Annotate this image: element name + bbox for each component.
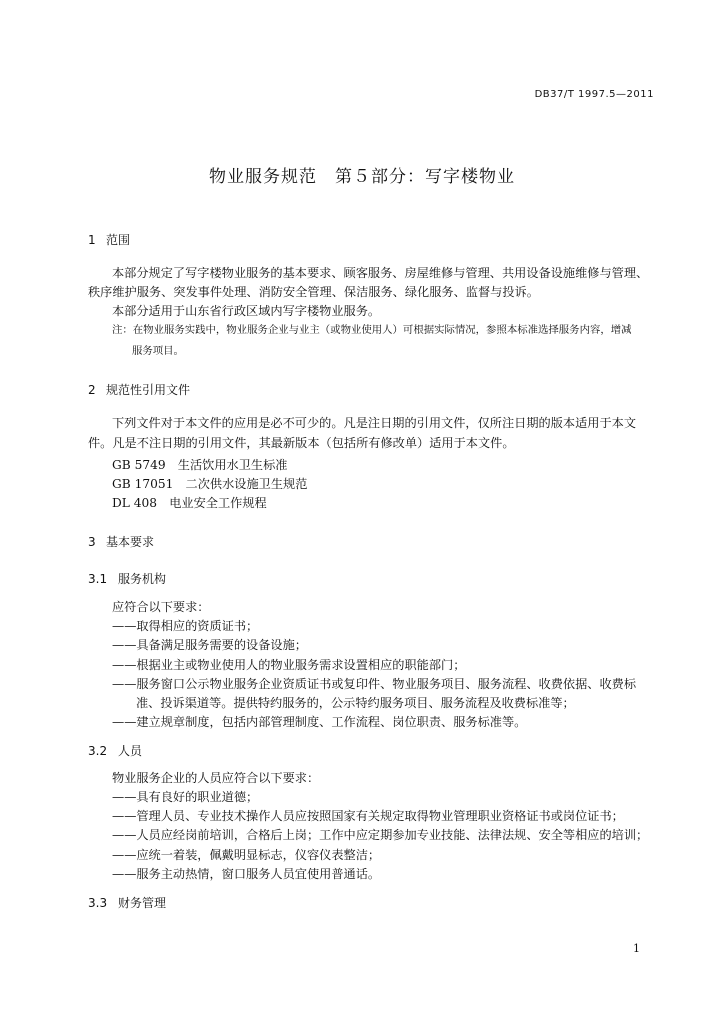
list-item: ——具备满足服务需要的设备设施；	[112, 638, 307, 652]
reference-item: GB 17051 二次供水设施卫生规范	[112, 477, 308, 491]
subsection-title: 服务机构	[118, 572, 167, 586]
section-2-heading	[88, 381, 190, 398]
section-title: 范围	[106, 233, 131, 247]
subsection-title: 财务管理	[118, 896, 167, 910]
subsection-title: 人员	[118, 744, 143, 758]
list-item: ——应统一着装，佩戴明显标志，仪容仪表整洁；	[112, 848, 381, 862]
reference-item: DL 408 电业安全工作规程	[112, 496, 267, 510]
list-item: ——人员应经岗前培训，合格后上岗；工作中应定期参加专业技能、法律法规、安全等相应的培训；	[112, 828, 649, 842]
list-item: ——具有良好的职业道德；	[112, 790, 259, 804]
list-item: ——根据业主或物业使用人的物业服务需求设置相应的职能部门；	[112, 658, 466, 672]
paragraph: 下列文件对于本文件的应用是必不可少的。凡是注日期的引用文件，仅所注日期的版本适用于本文	[112, 416, 637, 430]
list-item: ——建立规章制度，包括内部管理制度、工作流程、岗位职责、服务标准等。	[112, 715, 527, 729]
section-number: 2	[88, 383, 96, 397]
section-1-heading	[88, 231, 130, 248]
section-title: 基本要求	[106, 535, 155, 549]
document-title: 物业服务规范 第５部分：写字楼物业	[209, 167, 515, 187]
paragraph: 秩序维护服务、突发事件处理、消防安全管理、保洁服务、绿化服务、监督与投诉。	[88, 285, 539, 299]
subsection-3-3-heading	[88, 894, 166, 911]
paragraph: 件。凡是不注日期的引用文件，其最新版本（包括所有修改单）适用于本文件。	[88, 436, 515, 450]
note: 注：在物业服务实践中，物业服务企业与业主（或物业使用人）可根据实际情况，参照本标准选择服务内容，增减	[112, 324, 632, 336]
standard-code: DB37/T 1997.5—2011	[534, 89, 654, 100]
page-number: 1	[633, 942, 640, 955]
section-3-heading	[88, 533, 154, 550]
list-item-continuation: 准、投诉渠道等。提供特约服务的，公示特约服务项目、服务流程及收费标准等；	[136, 696, 575, 710]
section-number: 1	[88, 233, 96, 247]
paragraph: 物业服务企业的人员应符合以下要求：	[112, 771, 320, 785]
list-item: ——服务窗口公示物业服务企业资质证书或复印件、物业服务项目、服务流程、收费依据、收费标	[112, 677, 637, 691]
subsection-number: 3.2	[88, 744, 108, 758]
paragraph: 应符合以下要求：	[112, 600, 210, 614]
note: 服务项目。	[132, 345, 184, 357]
paragraph: 本部分适用于山东省行政区域内写字楼物业服务。	[112, 304, 381, 318]
paragraph: 本部分规定了写字楼物业服务的基本要求、顾客服务、房屋维修与管理、共用设备设施维修与管理、	[112, 266, 649, 280]
list-item: ——管理人员、专业技术操作人员应按照国家有关规定取得物业管理职业资格证书或岗位证书；	[112, 809, 624, 823]
subsection-number: 3.3	[88, 896, 108, 910]
section-number: 3	[88, 535, 96, 549]
list-item: ——取得相应的资质证书；	[112, 619, 259, 633]
subsection-3-1-heading	[88, 570, 166, 587]
subsection-number: 3.1	[88, 572, 108, 586]
subsection-3-2-heading	[88, 742, 142, 759]
reference-item: GB 5749 生活饮用水卫生标准	[112, 458, 288, 472]
list-item: ——服务主动热情，窗口服务人员宜使用普通话。	[112, 867, 381, 881]
section-title: 规范性引用文件	[106, 383, 191, 397]
